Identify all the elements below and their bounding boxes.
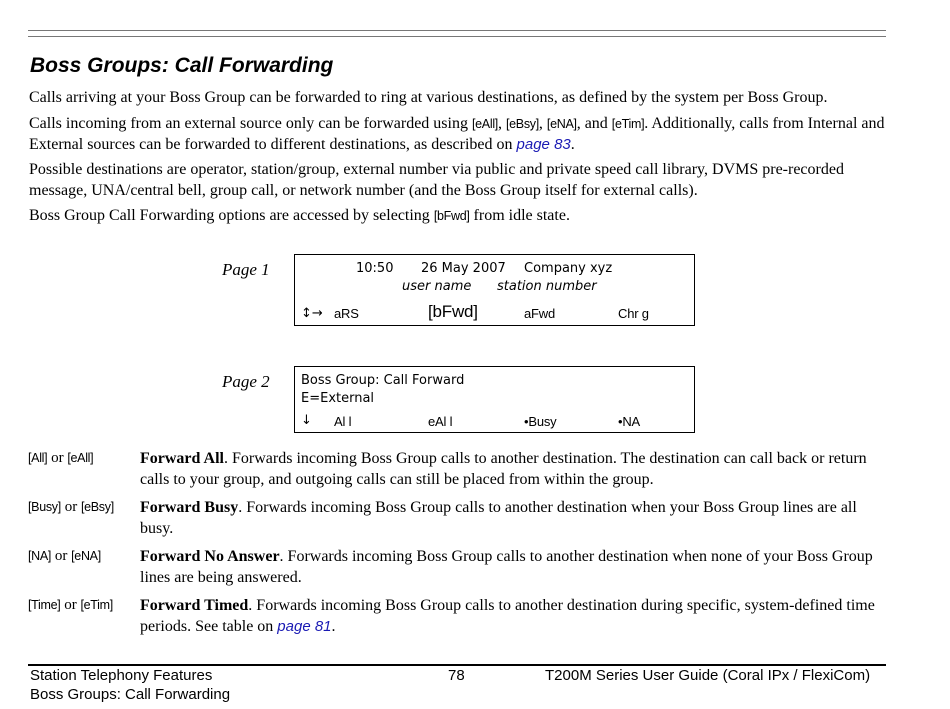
- paragraph-external-sources: [29, 114, 889, 155]
- key-busy: [Busy]: [28, 500, 61, 514]
- paragraph-intro: Calls arriving at your Boss Group can be forwarded to ring at various destinations, as defined by the system per Boss Group.: [29, 89, 828, 106]
- down-arrow-icon: ↓: [301, 413, 312, 428]
- definition-heading: Forward All: [140, 450, 224, 467]
- softkey-bfwd[interactable]: [bFwd]: [428, 302, 478, 321]
- footer-chapter: Station Telephony Features: [30, 667, 213, 684]
- definition-forward-all: [140, 449, 885, 490]
- softkey-chrg[interactable]: Chr g: [618, 306, 649, 321]
- definition-text: . Forwards incoming Boss Group calls to another destination when none of your Boss Group lines are being answered.: [140, 548, 873, 586]
- footer-section: Boss Groups: Call Forwarding: [30, 686, 231, 703]
- text: or: [51, 548, 72, 564]
- definition-text: . Forwards incoming Boss Group calls to another destination. The destination can call back or return calls to your group, and outgoing calls can still be placed from within the group.: [140, 450, 867, 488]
- key-etim: [eTim]: [611, 117, 645, 131]
- text: ,: [497, 115, 506, 132]
- text: .: [331, 617, 336, 635]
- footer-guide-title: T200M Series User Guide (Coral IPx / FlexiCom): [545, 667, 871, 684]
- text: ,: [538, 115, 547, 132]
- text: Calls incoming from an external source only can be forwarded using: [29, 115, 472, 132]
- key-all: [All]: [28, 451, 48, 465]
- softkey-ars[interactable]: aRS: [334, 306, 359, 321]
- key-time: [Time]: [28, 598, 61, 612]
- term-forward-no-answer: [28, 548, 101, 565]
- text: . Additionally, calls from Internal and External sources can be forwarded to different destinations, as described on: [29, 115, 885, 153]
- display-date: 26 May 2007: [421, 261, 506, 276]
- footer-rule: [28, 664, 886, 666]
- softkey-na[interactable]: •NA: [618, 414, 641, 429]
- text: Boss Group Call Forwarding options are accessed by selecting: [29, 207, 434, 224]
- definition-text: . Forwards incoming Boss Group calls to another destination when your Boss Group lines are all busy.: [140, 499, 857, 537]
- text: from idle state.: [469, 207, 570, 224]
- softkey-all[interactable]: Al l: [334, 414, 352, 429]
- definition-heading: Forward Timed: [140, 597, 249, 614]
- display-company: Company xyz: [524, 261, 613, 276]
- definition-heading: Forward No Answer: [140, 548, 280, 565]
- softkey-afwd[interactable]: aFwd: [524, 306, 555, 321]
- definition-forward-no-answer: [140, 547, 885, 588]
- text: or: [60, 597, 81, 613]
- header-rule-bottom: [28, 36, 886, 37]
- key-ebsy: [eBsy]: [80, 500, 114, 514]
- scroll-arrows-icon: ↕→: [301, 306, 323, 321]
- text: or: [47, 450, 68, 466]
- key-etim: [eTim]: [80, 598, 113, 612]
- softkey-busy[interactable]: •Busy: [524, 414, 557, 429]
- definition-forward-timed: [140, 596, 885, 637]
- text: , and: [576, 115, 612, 132]
- paragraph-access: [29, 206, 889, 227]
- page-2-label: Page 2: [222, 372, 270, 391]
- paragraph-destinations: Possible destinations are operator, station/group, external number via public and private speed call library, DVMS pre-recorded message, UNA/central bell, group call, or network number (and the Boss Group itself for external calls).: [29, 161, 844, 199]
- page-1-display: [294, 254, 695, 326]
- display-line-2: E=External: [301, 391, 375, 406]
- term-forward-all: [28, 450, 93, 467]
- key-bfwd: [bFwd]: [433, 209, 470, 223]
- softkey-eall[interactable]: eAl l: [428, 414, 453, 429]
- key-eall: [eAll]: [67, 451, 94, 465]
- definition-text: . Forwards incoming Boss Group calls to another destination during specific, system-defined time periods. See table on: [140, 597, 875, 635]
- key-eall: [eAll]: [471, 117, 498, 131]
- footer-page-number: 78: [448, 667, 465, 684]
- key-na: [NA]: [28, 549, 52, 563]
- key-ena: [eNA]: [546, 117, 577, 131]
- key-ebsy: [eBsy]: [505, 117, 539, 131]
- page-1-label: Page 1: [222, 260, 270, 279]
- page-83-link[interactable]: page 83: [516, 135, 571, 153]
- display-user-name: user name: [402, 279, 472, 294]
- display-time: 10:50: [356, 261, 394, 276]
- term-forward-busy: [28, 499, 114, 516]
- key-ena: [eNA]: [71, 549, 101, 563]
- definition-forward-busy: [140, 498, 885, 539]
- display-station-number: station number: [497, 279, 597, 294]
- definition-heading: Forward Busy: [140, 499, 239, 516]
- page-2-display: [294, 366, 695, 433]
- section-title: Boss Groups: Call Forwarding: [30, 54, 334, 77]
- term-forward-timed: [28, 597, 113, 614]
- header-rule-top: [28, 30, 886, 31]
- display-line-1: Boss Group: Call Forward: [301, 373, 465, 388]
- text: or: [60, 499, 81, 515]
- page-81-link[interactable]: page 81: [277, 617, 332, 635]
- text: .: [570, 135, 575, 153]
